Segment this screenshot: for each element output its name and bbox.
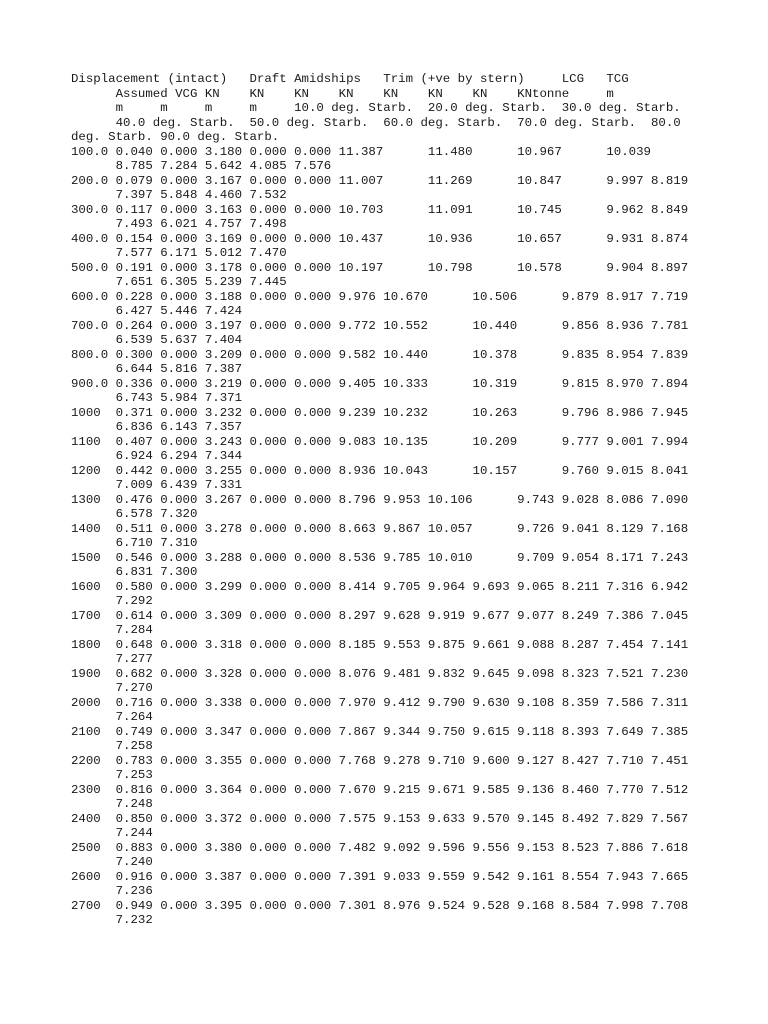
table-row-continuation: 7.284	[71, 623, 153, 637]
table-row-line: 100.0 0.040 0.000 3.180 0.000 0.000 11.387 11.480 10.967 10.039	[71, 144, 651, 159]
table-row-continuation: 6.836 6.143 7.357	[71, 420, 243, 434]
table-row-line: 1700 0.614 0.000 3.309 0.000 0.000 8.297 9.628 9.919 9.677 9.077 8.249 7.386 7.045	[71, 608, 689, 623]
table-row-continuation: 7.270	[71, 681, 153, 695]
table-row-continuation: 8.785 7.284 5.642 4.085 7.576	[71, 159, 332, 173]
table-row-continuation: 6.644 5.816 7.387	[71, 362, 243, 376]
table-row-line: 400.0 0.154 0.000 3.169 0.000 0.000 10.437 10.936 10.657 9.931 8.874	[71, 231, 689, 246]
table-header-line: Displacement (intact) Draft Amidships Trim (+ve by stern) LCG TCG	[71, 72, 629, 86]
table-row-continuation: 6.578 7.320	[71, 507, 198, 521]
table-row-continuation: 7.236	[71, 884, 153, 898]
table-header-line: Assumed VCG KN KN KN KN KN KN KN KNtonne m	[71, 86, 614, 101]
table-row-line: 1600 0.580 0.000 3.299 0.000 0.000 8.414 9.705 9.964 9.693 9.065 8.211 7.316 6.942	[71, 579, 689, 594]
table-row-continuation: 6.539 5.637 7.404	[71, 333, 243, 347]
table-row-line: 2200 0.783 0.000 3.355 0.000 0.000 7.768 9.278 9.710 9.600 9.127 8.427 7.710 7.451	[71, 753, 689, 768]
table-row-continuation: 7.292	[71, 594, 153, 608]
table-header-line: m m m m 10.0 deg. Starb. 20.0 deg. Starb. 30.0 deg. Starb.	[71, 101, 681, 115]
table-row-line: 2600 0.916 0.000 3.387 0.000 0.000 7.391 9.033 9.559 9.542 9.161 8.554 7.943 7.665	[71, 869, 689, 884]
table-row-continuation: 7.577 6.171 5.012 7.470	[71, 246, 287, 260]
table-row-line: 1200 0.442 0.000 3.255 0.000 0.000 8.936 10.043 10.157 9.760 9.015 8.041	[71, 463, 689, 478]
table-row-line: 1800 0.648 0.000 3.318 0.000 0.000 8.185 9.553 9.875 9.661 9.088 8.287 7.454 7.141	[71, 637, 689, 652]
table-row-line: 800.0 0.300 0.000 3.209 0.000 0.000 9.582 10.440 10.378 9.835 8.954 7.839	[71, 347, 689, 362]
table-row-line: 2000 0.716 0.000 3.338 0.000 0.000 7.970 9.412 9.790 9.630 9.108 8.359 7.586 7.311	[71, 695, 689, 710]
table-row-continuation: 6.427 5.446 7.424	[71, 304, 243, 318]
table-row-continuation: 7.009 6.439 7.331	[71, 478, 243, 492]
table-row-continuation: 6.743 5.984 7.371	[71, 391, 243, 405]
table-row-continuation: 7.240	[71, 855, 153, 869]
table-header-line: deg. Starb. 90.0 deg. Starb.	[71, 130, 280, 144]
table-row-continuation: 6.710 7.310	[71, 536, 198, 550]
table-row-line: 600.0 0.228 0.000 3.188 0.000 0.000 9.976 10.670 10.506 9.879 8.917 7.719	[71, 289, 689, 304]
table-header-line: 40.0 deg. Starb. 50.0 deg. Starb. 60.0 deg. Starb. 70.0 deg. Starb. 80.0	[71, 115, 681, 130]
table-row-line: 2400 0.850 0.000 3.372 0.000 0.000 7.575 9.153 9.633 9.570 9.145 8.492 7.829 7.567	[71, 811, 689, 826]
table-row-continuation: 7.397 5.848 4.460 7.532	[71, 188, 287, 202]
table-row-continuation: 7.248	[71, 797, 153, 811]
cross-curves-table	[71, 72, 688, 928]
table-row-continuation: 7.244	[71, 826, 153, 840]
table-row-line: 2700 0.949 0.000 3.395 0.000 0.000 7.301 8.976 9.524 9.528 9.168 8.584 7.998 7.708	[71, 898, 689, 913]
table-row-continuation: 7.264	[71, 710, 153, 724]
table-row-line: 1300 0.476 0.000 3.267 0.000 0.000 8.796 9.953 10.106 9.743 9.028 8.086 7.090	[71, 492, 689, 507]
table-row-continuation: 7.493 6.021 4.757 7.498	[71, 217, 287, 231]
table-row-line: 1400 0.511 0.000 3.278 0.000 0.000 8.663 9.867 10.057 9.726 9.041 8.129 7.168	[71, 521, 689, 536]
table-row-continuation: 7.253	[71, 768, 153, 782]
table-row-line: 700.0 0.264 0.000 3.197 0.000 0.000 9.772 10.552 10.440 9.856 8.936 7.781	[71, 318, 689, 333]
table-row-continuation: 7.277	[71, 652, 153, 666]
table-row-continuation: 6.924 6.294 7.344	[71, 449, 243, 463]
table-row-line: 1900 0.682 0.000 3.328 0.000 0.000 8.076 9.481 9.832 9.645 9.098 8.323 7.521 7.230	[71, 666, 689, 681]
table-row-line: 2500 0.883 0.000 3.380 0.000 0.000 7.482 9.092 9.596 9.556 9.153 8.523 7.886 7.618	[71, 840, 689, 855]
table-row-continuation: 7.258	[71, 739, 153, 753]
table-row-line: 1000 0.371 0.000 3.232 0.000 0.000 9.239 10.232 10.263 9.796 8.986 7.945	[71, 405, 689, 420]
table-row-continuation: 6.831 7.300	[71, 565, 198, 579]
table-row-line: 200.0 0.079 0.000 3.167 0.000 0.000 11.007 11.269 10.847 9.997 8.819	[71, 173, 689, 188]
table-row-continuation: 7.232	[71, 913, 153, 927]
table-row-continuation: 7.651 6.305 5.239 7.445	[71, 275, 287, 289]
table-row-line: 1500 0.546 0.000 3.288 0.000 0.000 8.536 9.785 10.010 9.709 9.054 8.171 7.243	[71, 550, 689, 565]
table-row-line: 2100 0.749 0.000 3.347 0.000 0.000 7.867 9.344 9.750 9.615 9.118 8.393 7.649 7.385	[71, 724, 689, 739]
table-row-line: 1100 0.407 0.000 3.243 0.000 0.000 9.083 10.135 10.209 9.777 9.001 7.994	[71, 434, 689, 449]
table-row-line: 500.0 0.191 0.000 3.178 0.000 0.000 10.197 10.798 10.578 9.904 8.897	[71, 260, 689, 275]
table-row-line: 300.0 0.117 0.000 3.163 0.000 0.000 10.703 11.091 10.745 9.962 8.849	[71, 202, 689, 217]
table-row-line: 2300 0.816 0.000 3.364 0.000 0.000 7.670 9.215 9.671 9.585 9.136 8.460 7.770 7.512	[71, 782, 689, 797]
table-row-line: 900.0 0.336 0.000 3.219 0.000 0.000 9.405 10.333 10.319 9.815 8.970 7.894	[71, 376, 689, 391]
